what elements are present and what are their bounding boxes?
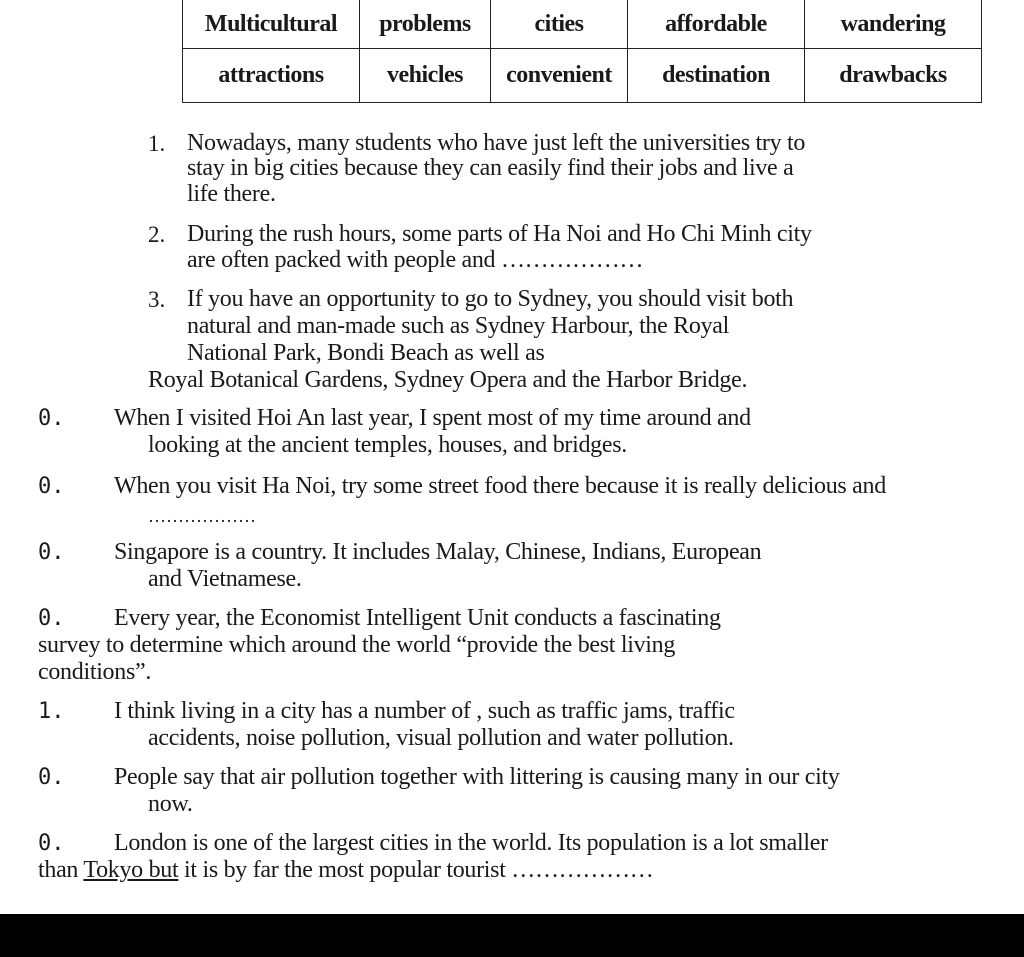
item-number: 0. [38, 765, 65, 790]
item-number: 0. [38, 474, 65, 499]
word-bank-cell: convenient [491, 49, 628, 103]
word-bank-table [182, 0, 982, 103]
item-text: London is one of the largest cities in the world. Its population is a lot smaller [114, 830, 828, 856]
item-number: 2. [148, 222, 166, 247]
item-text: Nowadays, many students who have just left the universities try to [187, 130, 806, 156]
item-text: During the rush hours, some parts of Ha Noi and Ho Chi Minh city [187, 221, 812, 247]
item-text: now. [148, 791, 193, 817]
word-bank-cell: vehicles [360, 49, 491, 103]
item-number: 0. [38, 540, 65, 565]
item-text: and Vietnamese. [148, 566, 302, 592]
item-text: National Park, Bondi Beach as well as [187, 340, 545, 366]
word-bank-cell: problems [360, 0, 491, 49]
item-text: If you have an opportunity to go to Sydney, you should visit both [187, 286, 794, 312]
item-text: survey to determine which around the world “provide the best living [38, 632, 676, 658]
item-number: 3. [148, 287, 166, 312]
word-bank-cell: cities [491, 0, 628, 49]
item-text: When you visit Ha Noi, try some street food there because it is really delicious and [114, 473, 886, 499]
item-text: stay in big cities because they can easily find their jobs and live a [187, 155, 794, 181]
item-text: conditions”. [38, 659, 152, 685]
item-text: I think living in a city has a number of , such as traffic jams, traffic [114, 698, 735, 724]
item-text-part: it is by far the most popular tourist ……………… [178, 857, 654, 883]
word-bank-cell: drawbacks [805, 49, 982, 103]
item-number: 1. [148, 131, 166, 156]
item-text-part: than [38, 857, 84, 883]
word-bank-row [183, 49, 982, 103]
item-text: Royal Botanical Gardens, Sydney Opera and the Harbor Bridge. [148, 367, 748, 393]
word-bank-cell: Multicultural [183, 0, 360, 49]
item-text: When I visited Hoi An last year, I spent most of my time around and [114, 405, 751, 431]
word-bank-row [183, 0, 982, 49]
bottom-black-bar [0, 914, 1024, 957]
underlined-text: Tokyo but [83, 857, 179, 883]
word-bank-cell: destination [628, 49, 805, 103]
word-bank-cell: affordable [628, 0, 805, 49]
item-text: life there. [187, 181, 276, 207]
item-number: 1. [38, 699, 65, 724]
word-bank-cell: wandering [805, 0, 982, 49]
word-bank-cell: attractions [183, 49, 360, 103]
item-text [38, 857, 653, 884]
item-text: People say that air pollution together with littering is causing many in our city [114, 764, 840, 790]
item-number: 0. [38, 406, 65, 431]
item-text: accidents, noise pollution, visual pollution and water pollution. [148, 725, 734, 751]
item-text: looking at the ancient temples, houses, and bridges. [148, 432, 627, 458]
item-number: 0. [38, 606, 65, 631]
item-number: 0. [38, 831, 65, 856]
item-text: Singapore is a country. It includes Malay, Chinese, Indians, European [114, 539, 762, 565]
item-text: are often packed with people and ……………… [187, 247, 644, 273]
item-text: Every year, the Economist Intelligent Unit conducts a fascinating [114, 605, 721, 631]
answer-blank: ……………… [148, 506, 256, 526]
item-text: natural and man-made such as Sydney Harbour, the Royal [187, 313, 730, 339]
